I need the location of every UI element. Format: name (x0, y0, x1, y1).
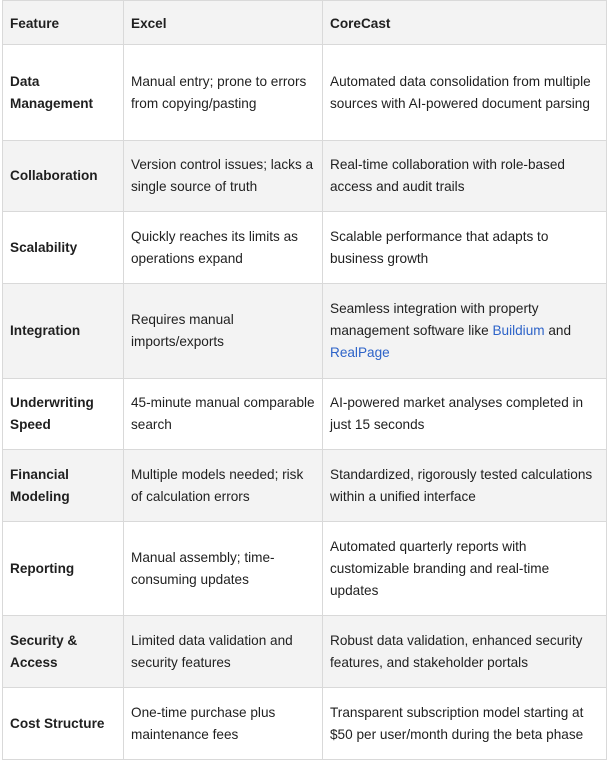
row-excel: Manual entry; prone to errors from copying/pasting (124, 45, 323, 141)
row-corecast: Robust data validation, enhanced security features, and stakeholder portals (323, 616, 607, 688)
row-feature: Data Management (3, 45, 124, 141)
row-excel: One-time purchase plus maintenance fees (124, 688, 323, 760)
row-feature: Security & Access (3, 616, 124, 688)
row-corecast: Scalable performance that adapts to business growth (323, 212, 607, 284)
row-corecast: Transparent subscription model starting at $50 per user/month during the beta phase (323, 688, 607, 760)
row-corecast: Real-time collaboration with role-based access and audit trails (323, 141, 607, 212)
row-excel: Limited data validation and security features (124, 616, 323, 688)
row-excel: Manual assembly; time-consuming updates (124, 522, 323, 616)
table-row (3, 379, 607, 450)
row-excel: Version control issues; lacks a single source of truth (124, 141, 323, 212)
row-feature: Reporting (3, 522, 124, 616)
table-row (3, 212, 607, 284)
table-row (3, 141, 607, 212)
row-feature: Integration (3, 284, 124, 379)
row-excel: Requires manual imports/exports (124, 284, 323, 379)
row-feature: Scalability (3, 212, 124, 284)
row-corecast (323, 284, 607, 379)
row-feature: Collaboration (3, 141, 124, 212)
integration-text-mid: and (544, 323, 572, 338)
header-feature: Feature (3, 1, 124, 45)
header-corecast: CoreCast (323, 1, 607, 45)
table-row (3, 616, 607, 688)
row-excel: 45-minute manual comparable search (124, 379, 323, 450)
row-corecast: Standardized, rigorously tested calculations within a unified interface (323, 450, 607, 522)
row-corecast: Automated quarterly reports with customizable branding and real-time updates (323, 522, 607, 616)
integration-text-prefix: Seamless integration with property management software like (330, 301, 539, 338)
row-excel: Quickly reaches its limits as operations expand (124, 212, 323, 284)
row-feature: Underwriting Speed (3, 379, 124, 450)
table-row (3, 450, 607, 522)
row-corecast: Automated data consolidation from multiple sources with AI-powered document parsing (323, 45, 607, 141)
row-feature: Financial Modeling (3, 450, 124, 522)
table-header-row (3, 1, 607, 45)
comparison-table (2, 0, 607, 760)
row-excel: Multiple models needed; risk of calculation errors (124, 450, 323, 522)
table-row (3, 45, 607, 141)
table-row (3, 284, 607, 379)
header-excel: Excel (124, 1, 323, 45)
buildium-link[interactable]: Buildium (492, 323, 545, 338)
row-corecast: AI-powered market analyses completed in just 15 seconds (323, 379, 607, 450)
row-feature: Cost Structure (3, 688, 124, 760)
realpage-link[interactable]: RealPage (330, 345, 390, 360)
table-row (3, 688, 607, 760)
table-row (3, 522, 607, 616)
